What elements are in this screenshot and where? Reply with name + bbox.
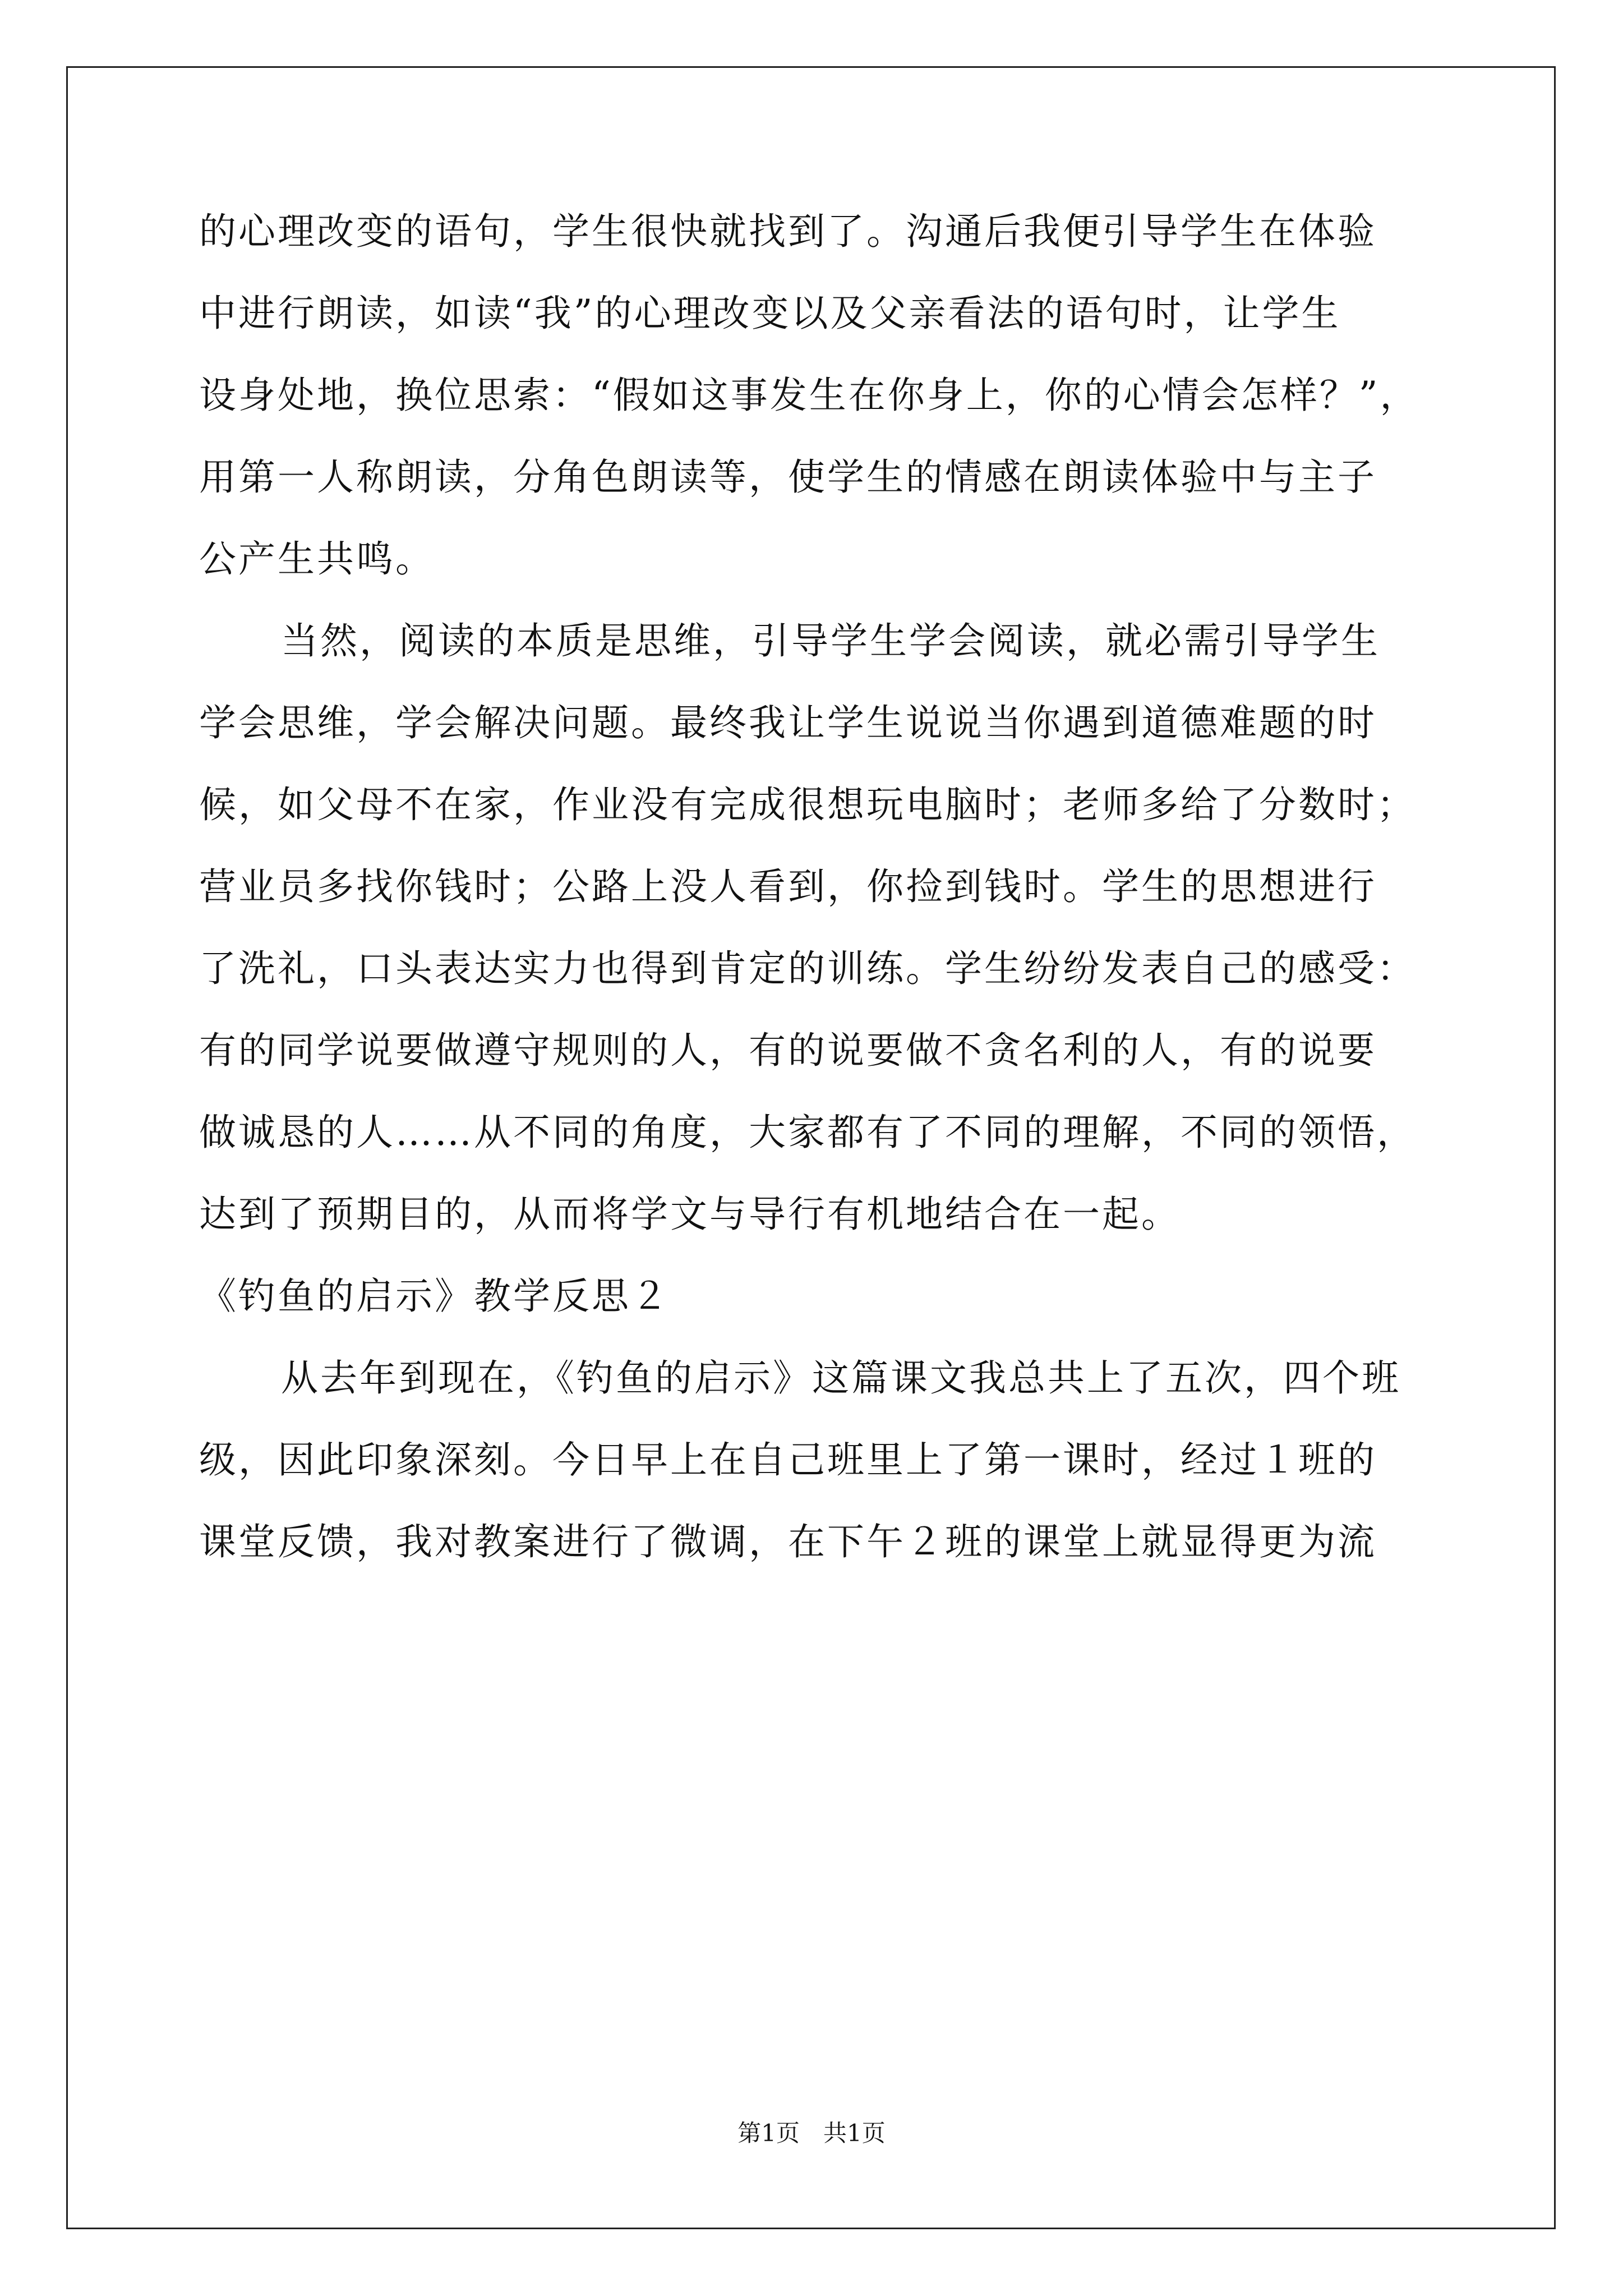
text-line: 的心理改变的语句，学生很快就找到了。沟通后我便引导学生在体验	[199, 210, 1377, 253]
text-line: 用第一人称朗读，分角色朗读等，使学生的情感在朗读体验中与主子	[199, 455, 1377, 499]
paragraph-start-line: 从去年到现在，《钓鱼的启示》这篇课文我总共上了五次，四个班	[281, 1356, 1401, 1400]
text-line: 公产生共鸣。	[199, 537, 435, 581]
text-line: 级，因此印象深刻。今日早上在自己班里上了第一课时，经过１班的	[199, 1438, 1377, 1481]
text-line: 学会思维，学会解决问题。最终我让学生说说当你遇到道德难题的时	[199, 701, 1377, 744]
section-heading: 《钓鱼的启示》教学反思２	[199, 1274, 670, 1318]
text-line: 有的同学说要做遵守规则的人，有的说要做不贪名利的人，有的说要	[199, 1029, 1377, 1072]
page-footer: 第1页 共1页	[737, 2119, 886, 2147]
paragraph-start-line: 当然，阅读的本质是思维，引导学生学会阅读，就必需引导学生	[281, 619, 1380, 662]
text-line: 达到了预期目的，从而将学文与导行有机地结合在一起。	[199, 1193, 1181, 1236]
text-line: 设身处地，换位思索：“假如这事发生在你身上，你的心情会怎样？”，	[199, 374, 1419, 417]
text-line: 了洗礼，口头表达实力也得到肯定的训练。学生纷纷发表自己的感受：	[199, 947, 1416, 990]
text-line: 做诚恳的人……从不同的角度，大家都有了不同的理解，不同的领悟，	[199, 1111, 1416, 1154]
text-line: 课堂反馈，我对教案进行了微调，在下午２班的课堂上就显得更为流	[199, 1520, 1377, 1563]
text-line: 候，如父母不在家，作业没有完成很想玩电脑时；老师多给了分数时；	[199, 783, 1416, 826]
text-line: 中进行朗读，如读“我”的心理改变以及父亲看法的语句时，让学生	[199, 292, 1341, 335]
text-line: 营业员多找你钱时；公路上没人看到，你捡到钱时。学生的思想进行	[199, 865, 1377, 908]
